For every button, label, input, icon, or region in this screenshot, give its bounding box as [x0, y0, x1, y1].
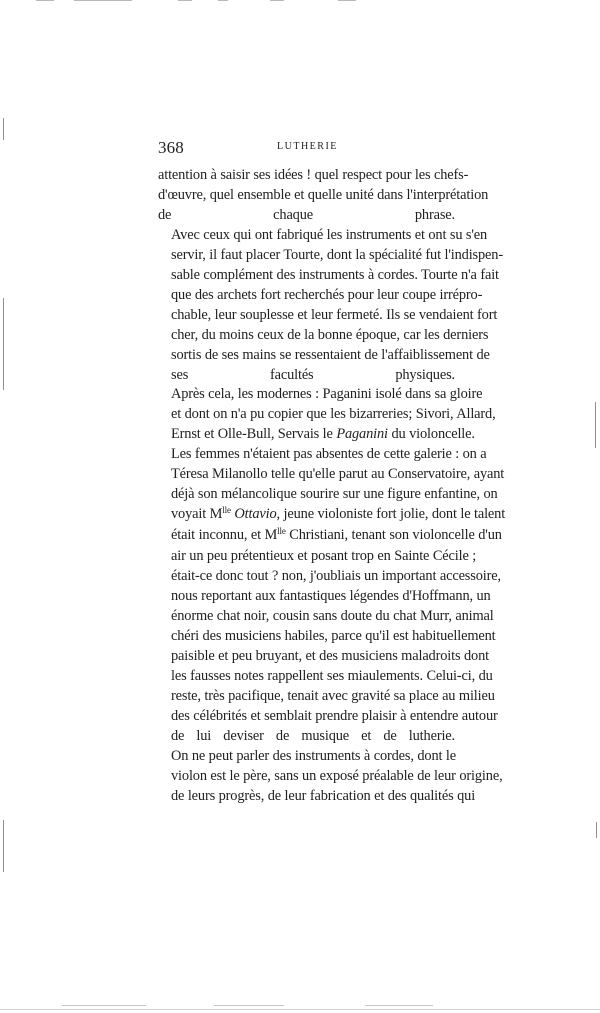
text-line: servir, il faut placer Tourte, dont la spécialité fut l'indispen- — [171, 246, 503, 263]
scan-edge-mark — [595, 402, 596, 448]
text-line — [158, 526, 502, 547]
scan-edge-mark — [218, 0, 228, 1]
text-line — [158, 505, 506, 526]
scan-edge-mark — [36, 0, 54, 1]
scan-edge-mark — [3, 298, 4, 390]
text-line: sortis de ses mains se ressentaient de l'affaiblissement de — [171, 346, 490, 363]
paragraph — [158, 166, 489, 226]
running-title: LUTHERIE — [277, 141, 338, 152]
scan-edge-mark — [270, 0, 284, 1]
page-body — [158, 166, 506, 807]
scan-edge-mark — [3, 118, 4, 140]
text-line: paisible et peu bruyant, et des musiciens maladroits dont — [171, 647, 489, 664]
scan-edge-mark — [214, 1005, 284, 1006]
text-line: de chaque phrase. — [158, 206, 455, 223]
text-line: Téresa Milanollo telle qu'elle parut au Conservatoire, ayant — [171, 466, 505, 483]
text-line: attention à saisir ses idées ! quel respect pour les chefs- — [158, 167, 469, 183]
text-line: nous reportant aux fantastiques légendes d'Hoffmann, un — [171, 588, 491, 605]
text-line — [158, 425, 475, 445]
paragraph — [158, 747, 503, 807]
italic-name: Ottavio, — [234, 506, 280, 523]
text-line: ses facultés physiques. — [171, 366, 455, 383]
text-line: air un peu prétentieux et posant trop en Sainte Cécile ; — [171, 548, 477, 565]
text-line: chable, leur souplesse et leur fermeté. Ils se vendaient fort — [171, 306, 498, 323]
text-line: était-ce donc tout ? non, j'oubliais un important accessoire, — [171, 568, 501, 585]
text-line: cher, du moins ceux de la bonne époque, car les derniers — [171, 326, 489, 343]
scan-edge-mark — [596, 822, 597, 838]
text-line: des célébrités et semblait prendre plaisir à entendre autour — [171, 707, 498, 724]
text-line: chéri des musiciens habiles, parce qu'il est habituellement — [171, 627, 496, 644]
paragraph — [158, 445, 506, 746]
scan-edge-mark — [3, 820, 4, 872]
scan-edge-mark — [74, 0, 132, 1]
scan-edge-mark — [62, 1005, 146, 1006]
text-line: de lui deviser de musique et de lutherie. — [171, 727, 455, 744]
italic-term: Paganini — [336, 426, 388, 443]
text-line: énorme chat noir, cousin sans doute du chat Murr, animal — [171, 607, 494, 624]
text-line: les fausses notes rappellent ses miaulements. Celui-ci, du — [171, 667, 493, 684]
superscript-text: lle — [222, 505, 231, 516]
text-line: déjà son mélancolique sourire sur une figure enfantine, on — [171, 486, 498, 503]
page-number: 368 — [158, 138, 184, 157]
superscript-text: lle — [277, 526, 286, 537]
scan-edge-mark — [338, 0, 356, 1]
book-page — [158, 132, 506, 804]
text-line: Après cela, les modernes : Paganini isolé dans sa gloire — [171, 386, 483, 403]
text-line: de leurs progrès, de leur fabrication et des qualités qui — [171, 787, 476, 804]
text-fragment: Christiani, tenant son violoncelle d'un — [289, 527, 502, 544]
paragraph — [158, 385, 496, 445]
text-line: violon est le père, sans un exposé préalable de leur origine, — [171, 767, 503, 784]
scan-edge-mark — [0, 1009, 600, 1010]
text-line: d'œuvre, quel ensemble et quelle unité dans l'interprétation — [158, 186, 489, 203]
scan-edge-mark — [365, 1005, 433, 1006]
text-line: et dont on n'a pu copier que les bizarreries; Sivori, Allard, — [171, 406, 496, 423]
text-line: sable complément des instruments à cordes. Tourte n'a fait — [171, 266, 499, 283]
page-header — [158, 132, 455, 166]
text-line: On ne peut parler des instruments à cordes, dont le — [171, 747, 456, 764]
text-line: que des archets fort recherchés pour leur coupe irrépro- — [171, 286, 483, 303]
text-line: Avec ceux qui ont fabriqué les instruments et ont su s'en — [171, 226, 488, 243]
paragraph — [158, 226, 503, 386]
text-fragment: jeune violoniste fort jolie, dont le talent — [283, 506, 506, 523]
text-fragment: voyait M — [171, 506, 223, 523]
text-fragment: Ernst et Olle-Bull, Servais le — [171, 426, 333, 443]
text-fragment: était inconnu, et M — [171, 527, 278, 544]
text-fragment: du violoncelle. — [391, 426, 475, 443]
text-line: Les femmes n'étaient pas absentes de cette galerie : on a — [171, 446, 487, 463]
scan-edge-mark — [178, 0, 192, 1]
text-line: reste, très pacifique, tenait avec gravité sa place au milieu — [171, 687, 495, 704]
